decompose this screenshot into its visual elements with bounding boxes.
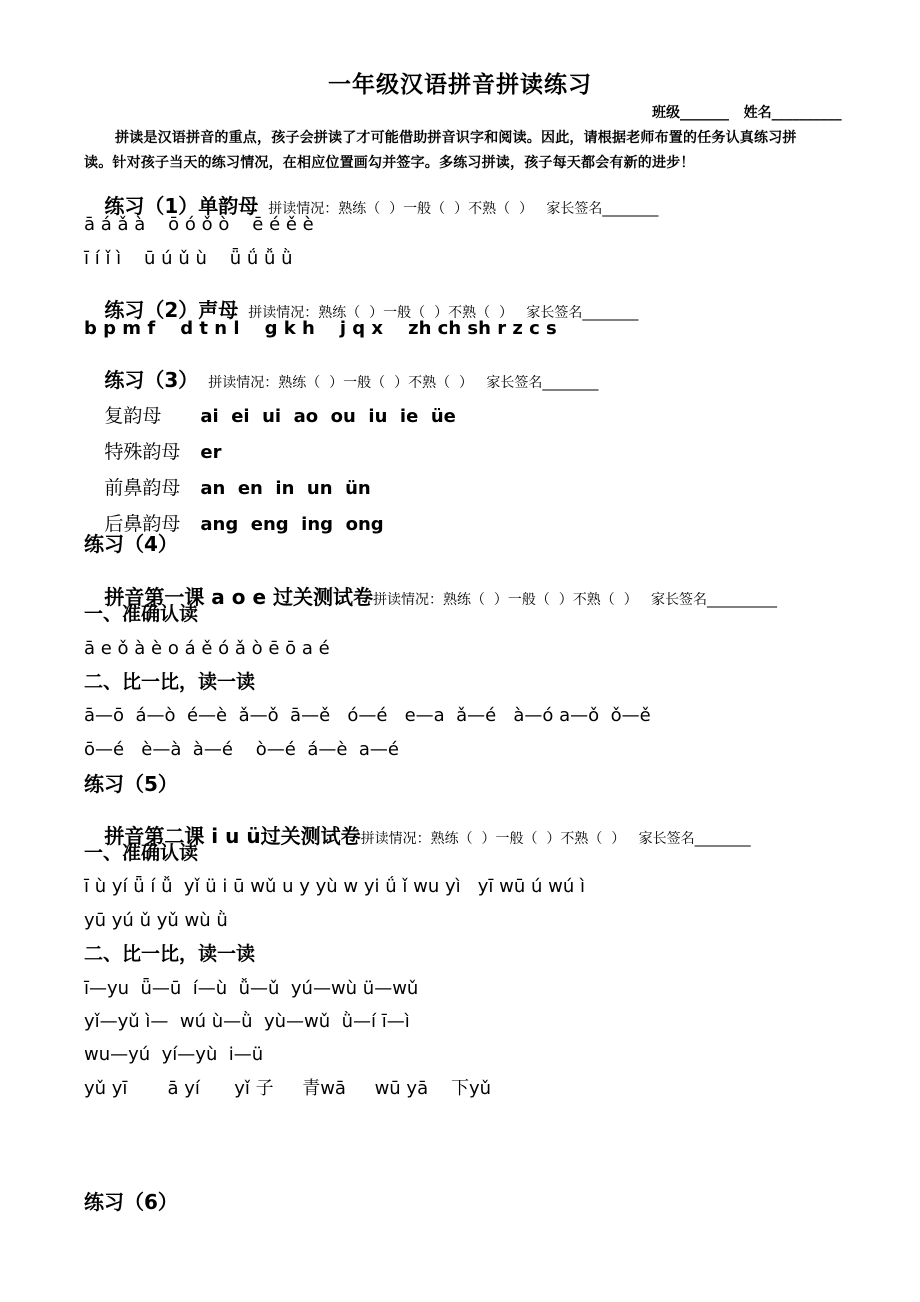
ex3-status: 拼读情况：熟练（ ）一般（ ）不熟（ ） 家长签名________ — [208, 375, 599, 391]
ex4-heading: 练习（4） — [84, 532, 178, 556]
ex5-section-2-row-3: wu—yú yí—yù i—ü — [84, 1044, 264, 1065]
ex1-row-1: ā á ǎ à ō ó ǒ ò ē é ě è — [84, 214, 314, 235]
ex3-row-value: ang eng ing ong — [200, 514, 384, 535]
ex4-test-title: 拼音第一课 a o e 过关测试卷 — [104, 585, 373, 609]
intro-line-1: 拼读是汉语拼音的重点，孩子会拼读了才可能借助拼音识字和阅读。因此，请根据老师布置的任务认真练习拼 — [115, 130, 797, 146]
page-title: 一年级汉语拼音拼读练习 — [328, 72, 592, 98]
ex5-section-1-row-1: ī ù yí ǖ í ǚ yǐ ü i ū wǔ u y yù w yi ǘ ǐ wu yì yī wū ú wú ì — [84, 876, 585, 897]
ex4-section-1-title: 一、准确认读 — [84, 603, 199, 625]
ex1-heading: 练习（1）单韵母 — [104, 194, 259, 218]
ex5-status: 拼读情况：熟练（ ）一般（ ）不熟（ ） 家长签名________ — [360, 831, 751, 847]
ex4-status: 拼读情况：熟练（ ）一般（ ）不熟（ ） 家长签名__________ — [373, 592, 778, 608]
ex3-row-label: 复韵母 — [104, 405, 162, 427]
ex3-row-value: ai ei ui ao ou iu ie üe — [200, 406, 456, 427]
ex5-section-2-row-4: yǔ yī ā yí yǐ 子 青wā wū yā 下yǔ — [84, 1078, 492, 1099]
ex4-section-1-row: ā e ǒ à è o á ě ó ǎ ò ē ō a é — [84, 638, 330, 659]
ex4-section-2-row-2: ō—é è—à à—é ò—é á—è a—é — [84, 739, 399, 760]
ex5-section-2-row-1: ī—yu ǖ—ū í—ù ǚ—ǔ yú—wù ü—wǔ — [84, 978, 419, 999]
ex5-heading: 练习（5） — [84, 772, 178, 796]
ex6-heading: 练习（6） — [84, 1190, 178, 1214]
ex5-section-2-row-2: yǐ—yǔ ì— wú ù—ǜ yù—wǔ ǜ—í ī—ì — [84, 1011, 410, 1032]
ex2-heading: 练习（2）声母 — [104, 298, 239, 322]
ex3-row-value: an en in un ün — [200, 478, 371, 499]
ex5-section-2-title: 二、比一比，读一读 — [84, 943, 256, 965]
intro-line-2: 读。针对孩子当天的练习情况，在相应位置画勾并签字。多练习拼读，孩子每天都会有新的进步！ — [84, 155, 695, 171]
ex3-row-label: 前鼻韵母 — [104, 477, 181, 499]
ex3-row-label: 特殊韵母 — [104, 441, 181, 463]
ex3-heading: 练习（3） — [104, 368, 199, 392]
ex2-status: 拼读情况：熟练（ ）一般（ ）不熟（ ） 家长签名________ — [248, 305, 639, 321]
ex5-section-1-title: 一、准确认读 — [84, 842, 199, 864]
ex5-section-1-row-2: yū yú ǔ yǔ wù ǜ — [84, 910, 228, 931]
ex1-row-2: ī í ǐ ì ū ú ǔ ù ǖ ǘ ǚ ǜ — [84, 248, 293, 269]
ex1-status: 拼读情况：熟练（ ）一般（ ）不熟（ ） 家长签名________ — [268, 201, 659, 217]
ex5-test-title: 拼音第二课 i u ü过关测试卷 — [104, 824, 361, 848]
ex4-section-2-title: 二、比一比，读一读 — [84, 671, 256, 693]
ex4-section-2-row-1: ā—ō á—ò é—è ǎ—ǒ ā—ě ó—é e—a ǎ—é à—ó a—ǒ ǒ—ě — [84, 705, 651, 726]
ex3-row-label: 后鼻韵母 — [104, 513, 181, 535]
ex2-row-1: b p m f d t n l g k h j q x zh ch sh r z c s — [84, 318, 557, 339]
ex3-row-value: er — [200, 442, 222, 463]
class-name-fields: 班级_______ 姓名__________ — [652, 105, 842, 121]
